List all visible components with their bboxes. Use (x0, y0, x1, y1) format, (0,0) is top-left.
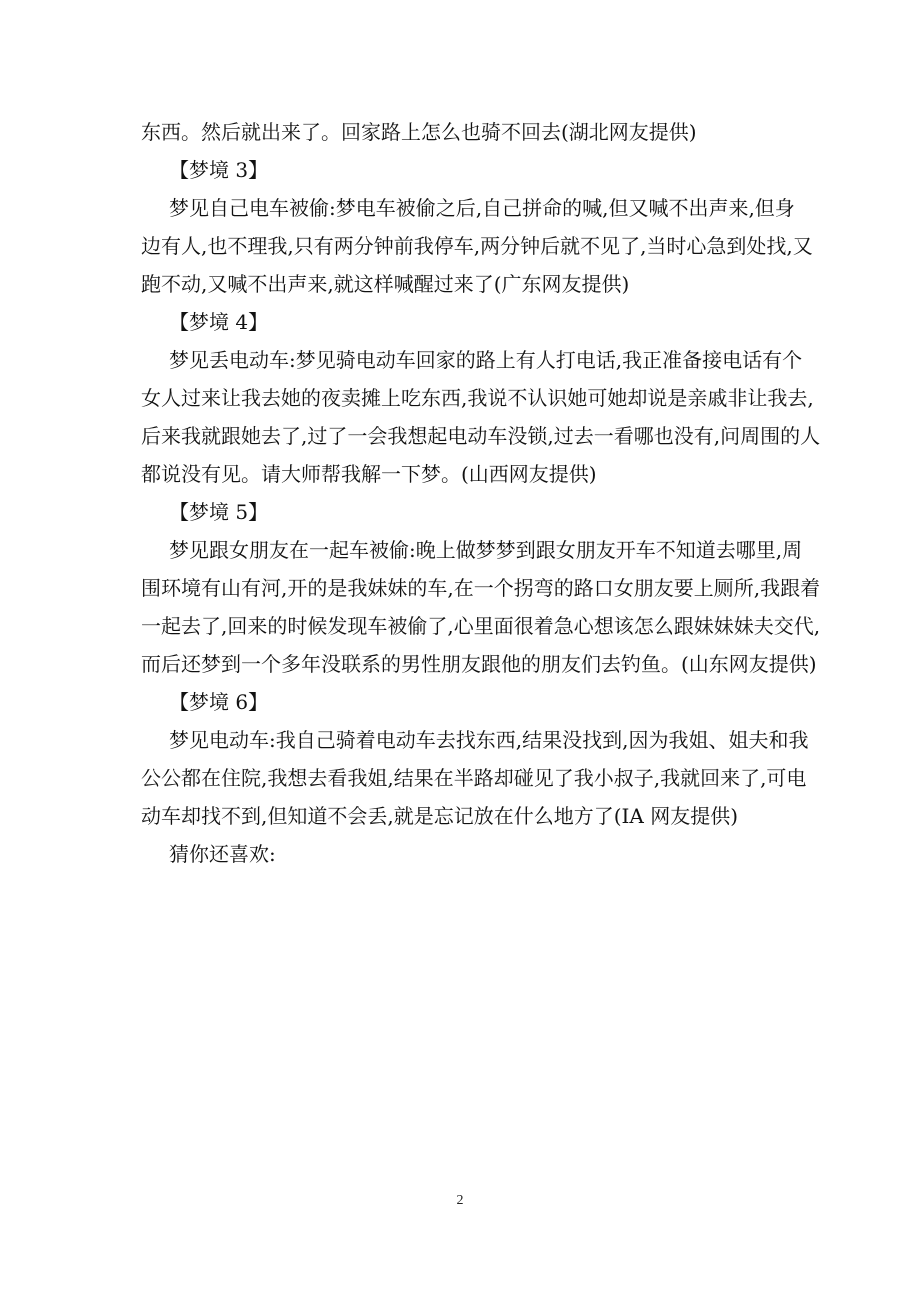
paragraph-line: 女人过来让我去她的夜卖摊上吃东西,我说不认识她可她却说是亲戚非让我去, (141, 386, 814, 410)
section-heading-dream-4: 【梦境 4】 (169, 310, 269, 334)
paragraph-line: 梦见自己电车被偷:梦电车被偷之后,自己拼命的喊,但又喊不出声来,但身 (169, 196, 795, 220)
related-heading: 猜你还喜欢: (169, 842, 276, 866)
section-heading-dream-5: 【梦境 5】 (169, 500, 269, 524)
paragraph-line: 梦见丢电动车:梦见骑电动车回家的路上有人打电话,我正准备接电话有个 (169, 348, 803, 372)
paragraph-line: 梦见电动车:我自己骑着电动车去找东西,结果没找到,因为我姐、姐夫和我 (169, 728, 809, 752)
page-number: 2 (456, 1193, 464, 1208)
paragraph-line: 跑不动,又喊不出声来,就这样喊醒过来了(广东网友提供) (141, 272, 630, 296)
paragraph-line: 动车却找不到,但知道不会丢,就是忘记放在什么地方了(IA 网友提供) (141, 804, 739, 828)
paragraph-line: 而后还梦到一个多年没联系的男性朋友跟他的朋友们去钓鱼。(山东网友提供) (141, 652, 817, 676)
paragraph-line: 边有人,也不理我,只有两分钟前我停车,两分钟后就不见了,当时心急到处找,又 (141, 234, 813, 258)
paragraph-line: 东西。然后就出来了。回家路上怎么也骑不回去(湖北网友提供) (141, 120, 697, 144)
paragraph-line: 梦见跟女朋友在一起车被偷:晚上做梦梦到跟女朋友开车不知道去哪里,周 (169, 538, 803, 562)
section-heading-dream-3: 【梦境 3】 (169, 158, 269, 182)
paragraph-line: 都说没有见。请大师帮我解一下梦。(山西网友提供) (141, 462, 597, 486)
paragraph-line: 后来我就跟她去了,过了一会我想起电动车没锁,过去一看哪也没有,问周围的人 (141, 424, 821, 448)
paragraph-line: 公公都在住院,我想去看我姐,结果在半路却碰见了我小叔子,我就回来了,可电 (141, 766, 807, 790)
article-body (141, 113, 821, 873)
paragraph-line: 一起去了,回来的时候发现车被偷了,心里面很着急心想该怎么跟妹妹妹夫交代, (141, 614, 821, 638)
paragraph-line: 围环境有山有河,开的是我妹妹的车,在一个拐弯的路口女朋友要上厕所,我跟着 (141, 576, 821, 600)
section-heading-dream-6: 【梦境 6】 (169, 690, 269, 714)
